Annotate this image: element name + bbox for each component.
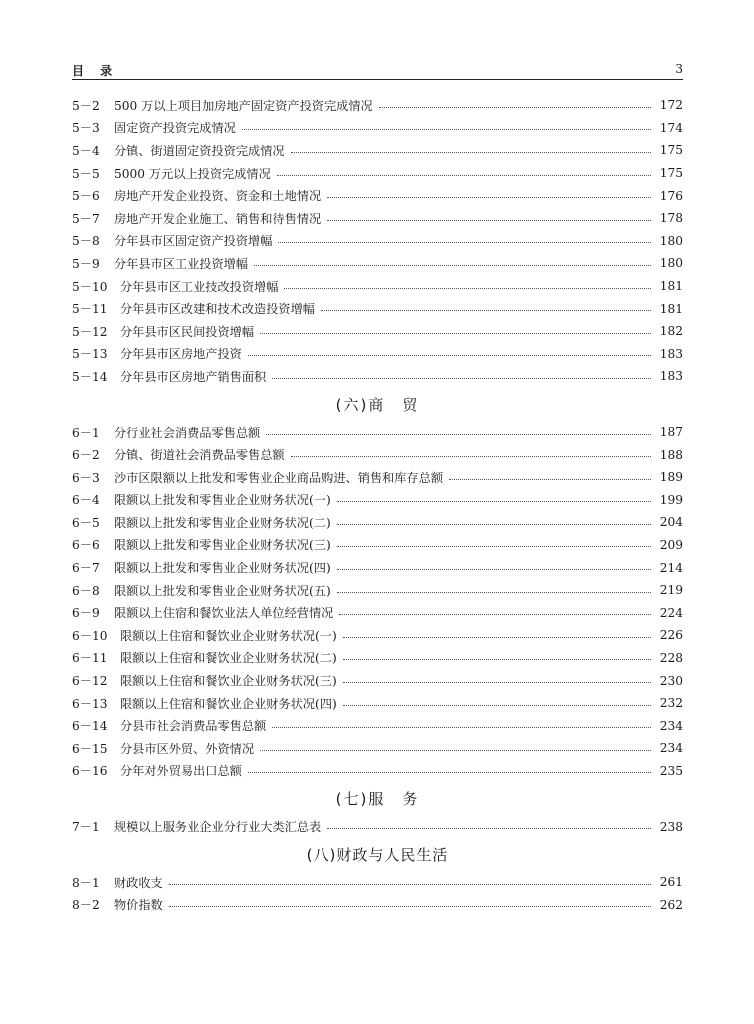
leader-dots <box>254 265 651 266</box>
entry-title: 限额以上住宿和餐饮业企业财务状况(四) <box>120 696 337 711</box>
entry-page-number: 176 <box>659 188 683 203</box>
entry-number: 6－14 <box>72 719 108 734</box>
entry-number: 5－5 <box>72 166 100 181</box>
leader-dots <box>327 197 651 198</box>
entry-title: 房地产开发企业施工、销售和待售情况 <box>114 211 322 226</box>
leader-dots <box>169 906 651 907</box>
entry-number: 6－8 <box>72 583 100 598</box>
toc-entry[interactable] <box>72 94 683 117</box>
leader-dots <box>242 129 651 130</box>
leader-dots <box>327 828 651 829</box>
entry-number: 6－12 <box>72 674 108 689</box>
leader-dots <box>343 682 651 683</box>
entry-title: 分行业社会消费品零售总额 <box>114 425 261 440</box>
leader-dots <box>343 705 651 706</box>
entry-title: 限额以上住宿和餐饮业企业财务状况(三) <box>120 674 337 689</box>
entry-page-number: 187 <box>659 425 683 440</box>
leader-dots <box>277 175 651 176</box>
entry-title: 限额以上批发和零售业企业财务状况(一) <box>114 493 331 508</box>
entry-page-number: 180 <box>659 233 683 248</box>
leader-dots <box>337 524 651 525</box>
entry-page-number: 188 <box>659 447 683 462</box>
leader-dots <box>337 592 651 593</box>
entry-number: 6－13 <box>72 696 108 711</box>
toc-entry[interactable] <box>72 343 683 366</box>
entry-page-number: 226 <box>659 628 683 643</box>
leader-dots <box>327 220 651 221</box>
toc-entry[interactable] <box>72 297 683 320</box>
leader-dots <box>266 434 651 435</box>
toc-entry[interactable] <box>72 669 683 692</box>
entry-page-number: 232 <box>659 696 683 711</box>
entry-title: 固定资产投资完成情况 <box>114 121 236 136</box>
toc-entry[interactable] <box>72 624 683 647</box>
entry-number: 6－15 <box>72 741 108 756</box>
toc-entry[interactable] <box>72 601 683 624</box>
entry-number: 5－7 <box>72 211 100 226</box>
entry-title: 限额以上批发和零售业企业财务状况(二) <box>114 515 331 530</box>
entry-number: 5－2 <box>72 98 100 113</box>
table-of-contents <box>72 94 683 916</box>
entry-page-number: 175 <box>659 143 683 158</box>
entry-title: 分年县市区工业技改投资增幅 <box>120 279 279 294</box>
entry-number: 5－8 <box>72 234 100 249</box>
entry-title: 分镇、街道固定资投资完成情况 <box>114 143 285 158</box>
leader-dots <box>260 333 651 334</box>
entry-title: 限额以上住宿和餐饮业企业财务状况(一) <box>120 628 337 643</box>
toc-entry[interactable] <box>72 443 683 466</box>
entry-title: 规模以上服务业企业分行业大类汇总表 <box>114 820 322 835</box>
leader-dots <box>337 546 651 547</box>
leader-dots <box>260 750 651 751</box>
entry-title: 分年县市区民间投资增幅 <box>120 324 255 339</box>
toc-entry[interactable] <box>72 230 683 253</box>
entry-number: 5－4 <box>72 143 100 158</box>
toc-entry[interactable] <box>72 365 683 388</box>
toc-entry[interactable] <box>72 893 683 916</box>
entry-page-number: 219 <box>659 583 683 598</box>
entry-page-number: 181 <box>659 301 683 316</box>
toc-entry[interactable] <box>72 489 683 512</box>
entry-title: 限额以上批发和零售业企业财务状况(四) <box>114 561 331 576</box>
entry-number: 6－6 <box>72 538 100 553</box>
header-page-number: 3 <box>675 62 683 76</box>
entry-page-number: 199 <box>659 492 683 507</box>
entry-page-number: 230 <box>659 673 683 688</box>
entry-number: 5－13 <box>72 347 108 362</box>
entry-page-number: 214 <box>659 560 683 575</box>
entry-page-number: 182 <box>659 324 683 339</box>
entry-title: 分县市社会消费品零售总额 <box>120 719 267 734</box>
leader-dots <box>272 378 651 379</box>
entry-number: 8－1 <box>72 875 100 890</box>
entry-page-number: 238 <box>659 819 683 834</box>
entry-number: 6－2 <box>72 448 100 463</box>
toc-entry[interactable] <box>72 692 683 715</box>
entry-page-number: 172 <box>659 98 683 113</box>
entry-title: 财政收支 <box>114 875 163 890</box>
entry-number: 6－9 <box>72 606 100 621</box>
leader-dots <box>321 310 651 311</box>
toc-entry[interactable] <box>72 466 683 489</box>
toc-entry[interactable] <box>72 534 683 557</box>
entry-title: 分年县市区房地产投资 <box>120 347 242 362</box>
leader-dots <box>272 727 651 728</box>
entry-number: 6－10 <box>72 628 108 643</box>
toc-entry[interactable] <box>72 421 683 444</box>
entry-title: 分年县市区房地产销售面积 <box>120 369 267 384</box>
entry-page-number: 175 <box>659 166 683 181</box>
entry-page-number: 224 <box>659 605 683 620</box>
toc-entry[interactable] <box>72 647 683 670</box>
entry-number: 5－3 <box>72 121 100 136</box>
entry-title: 分年县市区工业投资增幅 <box>114 256 249 271</box>
leader-dots <box>284 288 651 289</box>
leader-dots <box>337 569 651 570</box>
toc-entry[interactable] <box>72 556 683 579</box>
entry-title: 限额以上住宿和餐饮业企业财务状况(二) <box>120 651 337 666</box>
leader-dots <box>291 456 651 457</box>
leader-dots <box>278 242 651 243</box>
toc-entry[interactable] <box>72 760 683 783</box>
entry-number: 5－10 <box>72 279 108 294</box>
entry-number: 6－11 <box>72 651 108 666</box>
entry-page-number: 181 <box>659 279 683 294</box>
entry-title: 沙市区限额以上批发和零售业企业商品购进、销售和库存总额 <box>114 470 444 485</box>
entry-title: 分镇、街道社会消费品零售总额 <box>114 448 285 463</box>
toc-entry[interactable] <box>72 184 683 207</box>
section-heading: (八)财政与人民生活 <box>306 845 449 864</box>
toc-entry[interactable] <box>72 139 683 162</box>
leader-dots <box>339 614 651 615</box>
running-header <box>72 62 683 78</box>
leader-dots <box>343 659 651 660</box>
entry-title: 500 万以上项目加房地产固定资产投资完成情况 <box>114 98 373 113</box>
entry-title: 物价指数 <box>114 898 163 913</box>
leader-dots <box>379 107 651 108</box>
entry-number: 7－1 <box>72 820 100 835</box>
leader-dots <box>248 355 651 356</box>
entry-number: 6－7 <box>72 561 100 576</box>
leader-dots <box>248 772 651 773</box>
toc-entry[interactable] <box>72 162 683 185</box>
entry-page-number: 174 <box>659 120 683 135</box>
entry-page-number: 209 <box>659 537 683 552</box>
leader-dots <box>343 637 651 638</box>
entry-page-number: 178 <box>659 211 683 226</box>
toc-entry[interactable] <box>72 737 683 760</box>
entry-page-number: 189 <box>659 470 683 485</box>
entry-page-number: 261 <box>659 875 683 890</box>
toc-entry[interactable] <box>72 871 683 894</box>
toc-entry[interactable] <box>72 714 683 737</box>
toc-entry[interactable] <box>72 207 683 230</box>
toc-entry[interactable] <box>72 320 683 343</box>
entry-page-number: 262 <box>659 897 683 912</box>
entry-title: 限额以上住宿和餐饮业法人单位经营情况 <box>114 606 334 621</box>
entry-title: 5000 万元以上投资完成情况 <box>114 166 271 181</box>
entry-number: 5－9 <box>72 256 100 271</box>
entry-number: 5－11 <box>72 302 108 317</box>
entry-number: 8－2 <box>72 898 100 913</box>
entry-page-number: 180 <box>659 256 683 271</box>
entry-number: 6－1 <box>72 425 100 440</box>
entry-number: 6－4 <box>72 493 100 508</box>
leader-dots <box>169 884 651 885</box>
entry-number: 6－3 <box>72 470 100 485</box>
entry-page-number: 234 <box>659 718 683 733</box>
entry-number: 5－12 <box>72 324 108 339</box>
header-rule <box>72 79 683 80</box>
entry-title: 分县市区外贸、外资情况 <box>120 741 255 756</box>
entry-page-number: 183 <box>659 369 683 384</box>
section-heading: (六)商 贸 <box>335 395 420 414</box>
entry-number: 6－5 <box>72 515 100 530</box>
entry-page-number: 235 <box>659 763 683 778</box>
entry-number: 6－16 <box>72 764 108 779</box>
entry-page-number: 234 <box>659 741 683 756</box>
leader-dots <box>291 152 651 153</box>
entry-title: 限额以上批发和零售业企业财务状况(五) <box>114 583 331 598</box>
leader-dots <box>449 479 651 480</box>
entry-title: 房地产开发企业投资、资金和土地情况 <box>114 189 322 204</box>
leader-dots <box>337 501 651 502</box>
toc-entry[interactable] <box>72 511 683 534</box>
toc-entry[interactable] <box>72 117 683 140</box>
toc-entry[interactable] <box>72 275 683 298</box>
entry-title: 分年县市区固定资产投资增幅 <box>114 234 273 249</box>
toc-entry[interactable] <box>72 815 683 838</box>
entry-page-number: 183 <box>659 346 683 361</box>
entry-page-number: 204 <box>659 515 683 530</box>
entry-title: 分年县市区改建和技术改造投资增幅 <box>120 302 315 317</box>
section-heading: (七)服 务 <box>335 790 420 809</box>
entry-number: 5－14 <box>72 369 108 384</box>
entry-title: 分年对外贸易出口总额 <box>120 764 242 779</box>
entry-number: 5－6 <box>72 189 100 204</box>
header-title: 目 录 <box>72 64 119 78</box>
toc-entry[interactable] <box>72 579 683 602</box>
entry-page-number: 228 <box>659 650 683 665</box>
entry-title: 限额以上批发和零售业企业财务状况(三) <box>114 538 331 553</box>
toc-entry[interactable] <box>72 252 683 275</box>
